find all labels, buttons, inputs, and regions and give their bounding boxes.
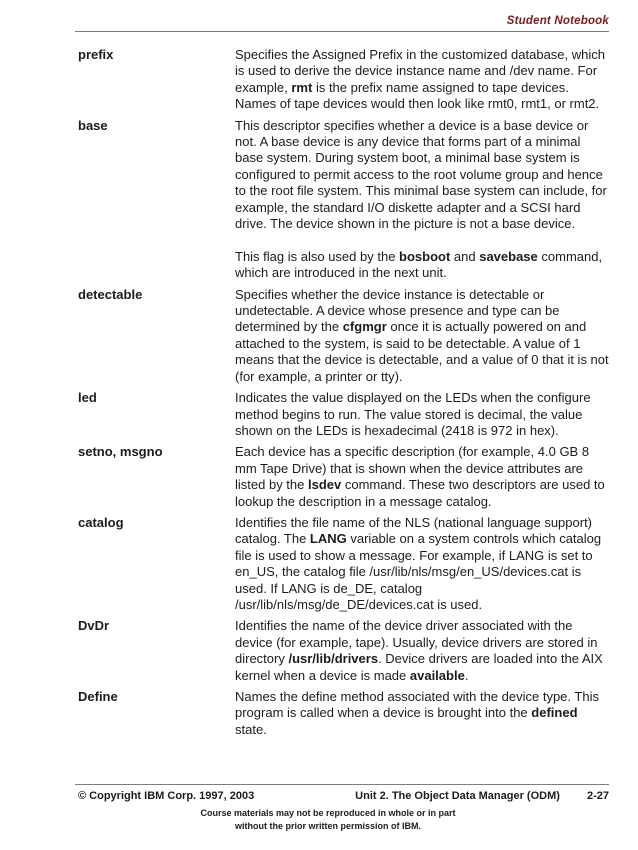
term-definition [235, 444, 609, 510]
definition-section [78, 390, 609, 439]
definition-paragraph: Specifies whether the device instance is detectable or undetectable. A device whose presence and type can be determined by the cfgmgr once it is actually powered on and attached to the system, is said to be detectable. A value of 1 means that the device is detectable, and a value of 0 that it is not (for example, a printer or tty). [235, 286, 609, 384]
footer-notice-line1: Course materials may not be reproduced in whole or in part [200, 808, 456, 818]
definition-section [78, 118, 609, 282]
definition-paragraph: Identifies the file name of the NLS (national language support) catalog. The LANG variable on a system controls which catalog file is used to show a message. For example, if LANG is set to en_US, the catalog file /usr/lib/nls/msg/en_US/devices.cat is used. If LANG is de_DE, catalog /usr/lib/nls/msg/de_DE/devices.cat is used. [235, 514, 602, 612]
term-label: base [78, 117, 108, 133]
definition-paragraph: This flag is also used by the bosboot and savebase command, which are introduced in the next unit. [235, 248, 603, 281]
definition-section [78, 618, 609, 684]
definition-section [78, 47, 609, 113]
term-definition [235, 47, 609, 113]
term-label: DvDr [78, 618, 110, 634]
term-label: setno, msgno [78, 444, 163, 460]
definition-paragraph: Identifies the name of the device driver associated with the device (for example, tape). Usually, device drivers are stored in directory /usr/lib/drivers. Device drivers are loaded into the AIX kernel when a device is made available. [235, 618, 603, 683]
term-label: led [78, 390, 97, 406]
term-label: catalog [78, 514, 124, 530]
term-definition [235, 287, 609, 385]
definition-paragraph: Specifies the Assigned Prefix in the customized database, which is used to derive the device instance name and /dev name. For example, rmt is the prefix name assigned to tape devices. Names of tape devices would then look like rmt0, rmt1, or rmt2. [235, 47, 605, 112]
definition-paragraph: Indicates the value displayed on the LEDs when the configure method begins to run. The value stored is decimal, the value shown on the LEDs is hexadecimal (2418 is 972 in hex). [235, 390, 591, 438]
term-definition [235, 618, 609, 684]
term-label: Define [78, 689, 118, 705]
definition-section [78, 515, 609, 613]
page-header [75, 0, 609, 32]
footer-unit-title: Unit 2. The Object Data Manager (ODM) [355, 790, 560, 802]
term-definition [235, 689, 609, 738]
footer-copyright: © Copyright IBM Corp. 1997, 2003 [78, 790, 255, 802]
page-footer [75, 784, 609, 833]
footer-notice-line2: without the prior written permission of IBM. [235, 821, 421, 831]
definition-paragraph: This descriptor specifies whether a device is a base device or not. A base device is any device that forms part of a minimal base system. During system boot, a minimal base system is configured to permit access to the root volume group and hence to the root file system. This minimal base system can include, for example, the standard I/O diskette adapter and a SCSI hard drive. The device shown in the picture is not a base device. [235, 117, 607, 232]
term-definition [235, 390, 609, 439]
definition-list [78, 47, 609, 743]
definition-section [78, 444, 609, 510]
definition-paragraph: Names the define method associated with the device type. This program is called when a device is brought into the defined state. [235, 689, 599, 737]
footer-rule [75, 784, 609, 785]
definition-section [78, 689, 609, 738]
definition-section [78, 287, 609, 385]
footer-notice [61, 807, 595, 833]
header-rule [75, 31, 609, 32]
term-label: prefix [78, 47, 114, 62]
header-title: Student Notebook [506, 15, 609, 27]
term-definition [235, 515, 609, 613]
footer-unit-group [355, 790, 609, 802]
footer-page-number: 2-27 [586, 790, 609, 802]
term-definition [235, 118, 609, 282]
definition-paragraph: Each device has a specific description (for example, 4.0 GB 8 mm Tape Drive) that is shown when the device attributes are listed by the lsdev command. These two descriptors are used to lookup the description in a message catalog. [235, 444, 605, 509]
footer-row [75, 790, 609, 802]
term-label: detectable [78, 286, 143, 302]
